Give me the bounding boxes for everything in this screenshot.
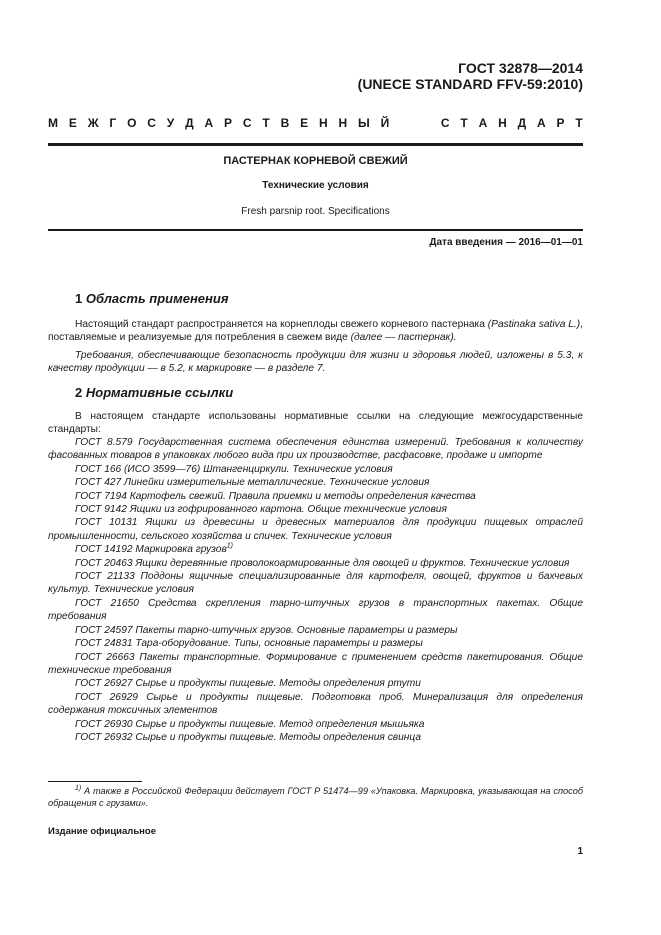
reference-item: ГОСТ 8.579 Государственная система обеспечения единства измерений. Требования к количеству фасованных товаров в упаковках любого вида при их производстве, расфасовке, продаже и импорте — [48, 437, 583, 462]
banner-letter: Н — [338, 116, 348, 130]
banner-letter: Г — [109, 116, 117, 130]
section-1-number: 1 — [75, 291, 83, 306]
official-edition-label: Издание официальное — [48, 826, 156, 837]
banner-letter: Н — [318, 116, 328, 130]
reference-item: ГОСТ 26927 Сырье и продукты пищевые. Методы определения ртути — [75, 678, 421, 690]
reference-item: ГОСТ 26930 Сырье и продукты пищевые. Метод определения мышьяка — [75, 718, 425, 730]
banner-letter: Д — [517, 116, 527, 130]
banner-letter: А — [537, 116, 546, 130]
reference-item: ГОСТ 26929 Сырье и продукты пищевые. Подготовка проб. Минерализация для определения содержания токсичных элементов — [48, 691, 583, 717]
banner-letter: Т — [262, 116, 270, 130]
document-title: ПАСТЕРНАК КОРНЕВОЙ СВЕЖИЙ — [223, 155, 408, 167]
banner-letter: Й — [380, 116, 390, 130]
section-1-title: Область применения — [85, 291, 229, 306]
reference-item: ГОСТ 7194 Картофель свежий. Правила приемки и методы определения качества — [75, 490, 476, 502]
section-1-paragraph-1: Настоящий стандарт распространяется на корнеплоды свежего корневого пастернака (Pastinaka sativa L.), поставляемые и реализуемые для потребления в свежем виде (далее — пастернак). — [48, 319, 584, 344]
page-number: 1 — [577, 846, 583, 857]
reference-item: ГОСТ 24597 Пакеты тарно-штучных грузов. Основные параметры и размеры — [75, 624, 458, 636]
section-2-title: Нормативные ссылки — [85, 385, 234, 400]
reference-item: ГОСТ 21650 Средства скрепления тарно-штучных грузов в транспортных пакетах. Общие требования — [48, 597, 583, 623]
title-rule — [48, 229, 583, 231]
banner-letter: Т — [575, 116, 583, 130]
section-1-heading — [75, 291, 229, 306]
footnote — [48, 785, 583, 809]
banner-letter: Н — [498, 116, 507, 130]
banner-letter: Е — [68, 116, 77, 130]
reference-item: ГОСТ 26932 Сырье и продукты пищевые. Методы определения свинца — [75, 731, 421, 743]
reference-item: ГОСТ 21133 Поддоны ящичные специализированные для картофеля, овощей, фруктов и бахчевых культур. Технические условия — [48, 571, 583, 596]
introduction-date: Дата введения — 2016—01—01 — [429, 237, 583, 248]
section-1-paragraph-2: Требования, обеспечивающие безопасность продукции для жизни и здоровья людей, изложены в 5.3, к качеству продукции — в 5.2, к маркировке — в разделе 7. — [48, 349, 583, 375]
reference-item: ГОСТ 24831 Тара-оборудование. Типы, основные параметры и размеры — [75, 638, 423, 650]
banner-letter: В — [280, 116, 290, 130]
reference-item: ГОСТ 166 (ИСО 3599—76) Штангенциркули. Технические условия — [75, 463, 393, 475]
footnote-text: А также в Российской Федерации действует ГОСТ Р 51474—99 «Упаковка. Маркировка, указывающая на способ обращения с грузами». — [48, 786, 583, 808]
banner-letter: Е — [300, 116, 309, 130]
reference-item: ГОСТ 20463 Ящики деревянные проволокоармированные для овощей и фруктов. Технические условия — [75, 557, 570, 569]
banner-gap — [400, 116, 430, 130]
interstate-standard-banner — [48, 116, 583, 130]
banner-letter: М — [48, 116, 58, 130]
reference-item: ГОСТ 14192 Маркировка грузов$^{1)}$ — [75, 542, 234, 556]
section-1-body — [48, 318, 583, 376]
standard-designation — [358, 60, 583, 92]
reference-item: ГОСТ 26663 Пакеты транспортные. Формирование с применением средств пакетирования. Общие технические требования — [48, 651, 583, 676]
footnote-rule — [48, 781, 142, 782]
normative-references-list — [48, 436, 583, 744]
banner-letter: Р — [224, 116, 233, 130]
reference-item: ГОСТ 10131 Ящики из древесины и древесных материалов для продукции пищевых отраслей промышленности, сельского хозяйства и спичек. Технические условия — [48, 517, 583, 542]
reference-item: ГОСТ 9142 Ящики из гофрированного картона. Общие технические условия — [75, 504, 447, 516]
banner-letter: С — [147, 116, 156, 130]
section-2-number: 2 — [75, 385, 83, 400]
header-rule — [48, 143, 583, 146]
banner-letter: Д — [185, 116, 194, 130]
reference-item: ГОСТ 427 Линейки измерительные металлические. Технические условия — [75, 477, 430, 489]
footnote-mark: 1) — [75, 784, 82, 792]
banner-letter: А — [478, 116, 488, 130]
reference-footnote-mark: 1) — [226, 542, 234, 550]
banner-letter: С — [440, 116, 450, 130]
banner-letter: С — [242, 116, 252, 130]
banner-letter: А — [204, 116, 214, 130]
section-2-intro: В настоящем стандарте использованы нормативные ссылки на следующие межгосударственные стандарты: — [48, 411, 583, 436]
document-subtitle: Технические условия — [262, 180, 369, 191]
unece-standard: (UNECE STANDARD FFV-59:2010) — [357, 76, 583, 92]
document-title-english: Fresh parsnip root. Specifications — [241, 206, 390, 217]
banner-letter: Т — [460, 116, 468, 130]
banner-letter: Р — [556, 116, 565, 130]
banner-letter: У — [166, 116, 175, 130]
section-2-heading — [75, 385, 233, 400]
gost-number: ГОСТ 32878—2014 — [458, 60, 583, 76]
banner-letter: Ы — [357, 116, 370, 130]
banner-letter: О — [127, 116, 137, 130]
banner-letter: Ж — [87, 116, 99, 130]
